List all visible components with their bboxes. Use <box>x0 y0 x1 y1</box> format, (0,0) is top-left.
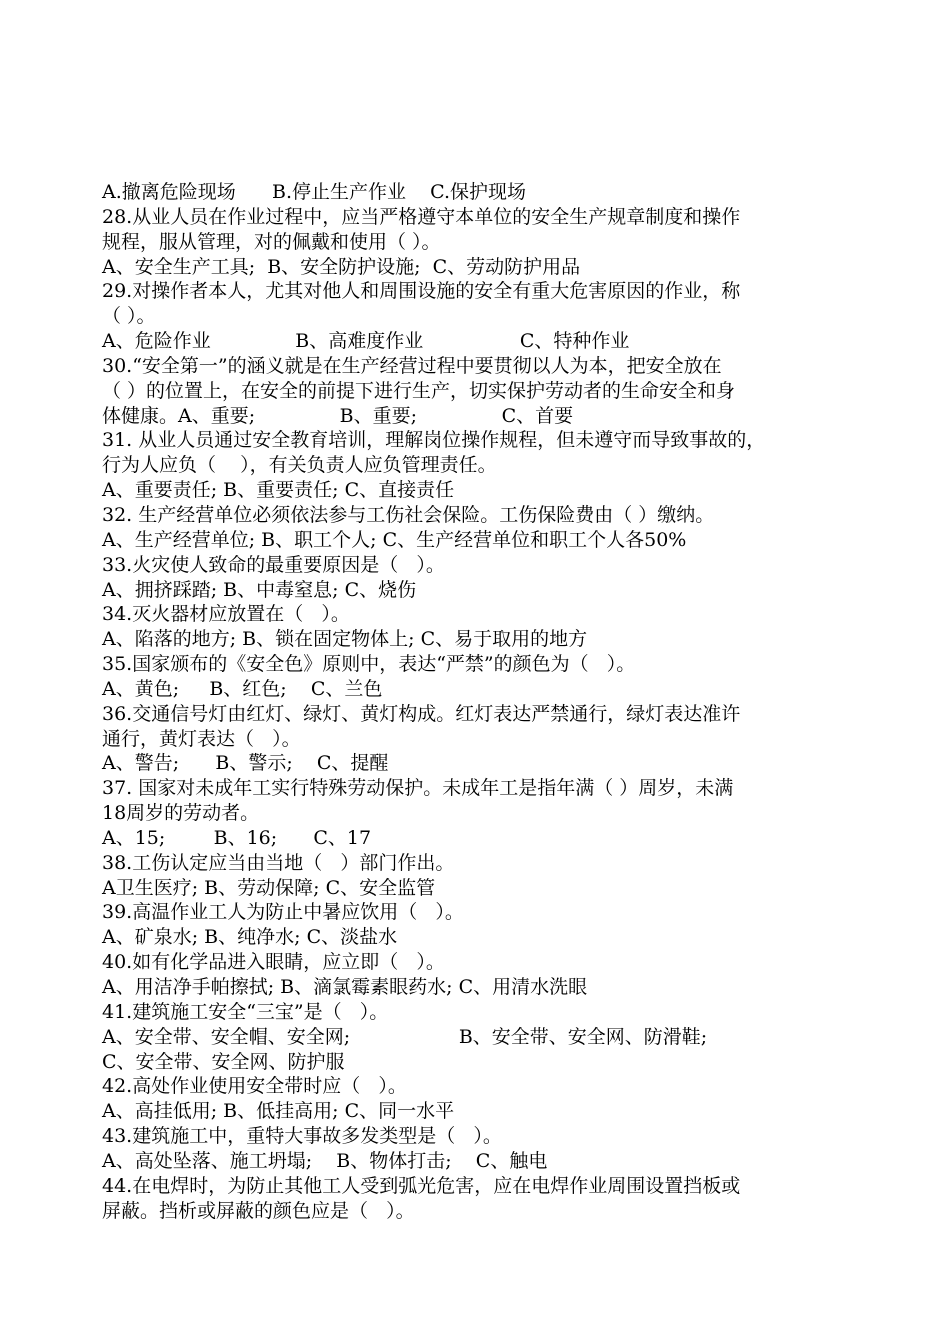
text-line: 行为人应负（ ），有关负责人应负管理责任。 <box>102 454 497 477</box>
text-line: A、矿泉水; B、纯净水; C、淡盐水 <box>102 926 398 949</box>
text-line: （ ）。 <box>102 305 156 328</box>
text-line: A、黄色; B、红色; C、兰色 <box>102 677 383 700</box>
question-text-body <box>102 180 872 1223</box>
text-line: 37. 国家对未成年工实行特殊劳动保护。未成年工是指年满（ ）周岁，未满 <box>102 777 734 800</box>
text-line: 33.火灾使人致命的最重要原因是（ ）。 <box>102 553 445 576</box>
text-line: 44.在电焊时，为防止其他工人受到弧光危害，应在电焊作业周围设置挡板或 <box>102 1174 741 1197</box>
text-line: A、高挂低用; B、低挂高用; C、同一水平 <box>102 1100 455 1123</box>
text-line: 40.如有化学品进入眼睛，应立即（ ）。 <box>102 951 445 974</box>
text-line: 屏蔽。挡析或屏蔽的颜色应是（ ）。 <box>102 1199 415 1222</box>
text-line: A、生产经营单位; B、职工个人; C、生产经营单位和职工个人各50% <box>102 528 687 551</box>
text-line: （ ）的位置上，在安全的前提下进行生产，切实保护劳动者的生命安全和身 <box>102 379 736 402</box>
text-line: 30.“安全第一”的涵义就是在生产经营过程中要贯彻以人为本，把安全放在 <box>102 354 722 377</box>
text-line: 34.灭火器材应放置在（ ）。 <box>102 603 350 626</box>
text-line: 41.建筑施工安全“三宝”是（ ）。 <box>102 1000 389 1023</box>
text-line: 28.从业人员在作业过程中，应当严格遵守本单位的安全生产规章制度和操作 <box>102 205 741 228</box>
text-line: A.撤离危险现场 B.停止生产作业 C.保护现场 <box>102 181 527 203</box>
text-line: A、警告; B、警示; C、提醒 <box>102 752 389 775</box>
text-line: 35.国家颁布的《安全色》原则中，表达“严禁”的颜色为（ ）。 <box>102 653 636 676</box>
text-line: 36.交通信号灯由红灯、绿灯、黄灯构成。红灯表达严禁通行，绿灯表达准许 <box>102 702 741 725</box>
text-line: 39.高温作业工人为防止中暑应饮用（ ）。 <box>102 901 464 924</box>
text-line: C、安全带、安全网、防护服 <box>102 1050 345 1073</box>
text-line: A、拥挤踩踏; B、中毒窒息; C、烧伤 <box>102 578 417 601</box>
text-line: 通行，黄灯表达（ ）。 <box>102 727 301 750</box>
text-line: A、陷落的地方; B、锁在固定物体上; C、易于取用的地方 <box>102 628 588 651</box>
text-line: 31. 从业人员通过安全教育培训，理解岗位操作规程，但未遵守而导致事故的， <box>102 429 766 452</box>
text-line: A卫生医疗; B、劳动保障; C、安全监管 <box>102 876 436 899</box>
text-line: 29.对操作者本人，尤其对他人和周围设施的安全有重大危害原因的作业，称 <box>102 280 741 303</box>
text-line: 38.工伤认定应当由当地（ ）部门作出。 <box>102 851 455 874</box>
text-line: A、高处坠落、施工坍塌; B、物体打击; C、触电 <box>102 1149 548 1172</box>
text-line: A、15; B、16; C、17 <box>102 826 372 849</box>
text-line: 18周岁的劳动者。 <box>102 802 260 825</box>
text-line: A、安全带、安全帽、安全网; B、安全带、安全网、防滑鞋; <box>102 1025 708 1048</box>
text-line: A、用洁净手帕擦拭; B、滴氯霉素眼药水; C、用清水洗眼 <box>102 976 588 998</box>
text-line: A、重要责任; B、重要责任; C、直接责任 <box>102 479 455 502</box>
text-line: A、安全生产工具; B、安全防护设施; C、劳动防护用品 <box>102 255 581 278</box>
text-line: 规程，服从管理，对的佩戴和使用（ ）。 <box>102 230 441 253</box>
text-line: 43.建筑施工中，重特大事故多发类型是（ ）。 <box>102 1125 502 1148</box>
text-line: 体健康。A、重要; B、重要; C、首要 <box>102 404 574 427</box>
text-line: A、危险作业 B、高难度作业 C、特种作业 <box>102 330 630 353</box>
text-line: 42.高处作业使用安全带时应（ ）。 <box>102 1075 407 1098</box>
text-line: 32. 生产经营单位必须依法参与工伤社会保险。工伤保险费由（ ）缴纳。 <box>102 503 715 526</box>
